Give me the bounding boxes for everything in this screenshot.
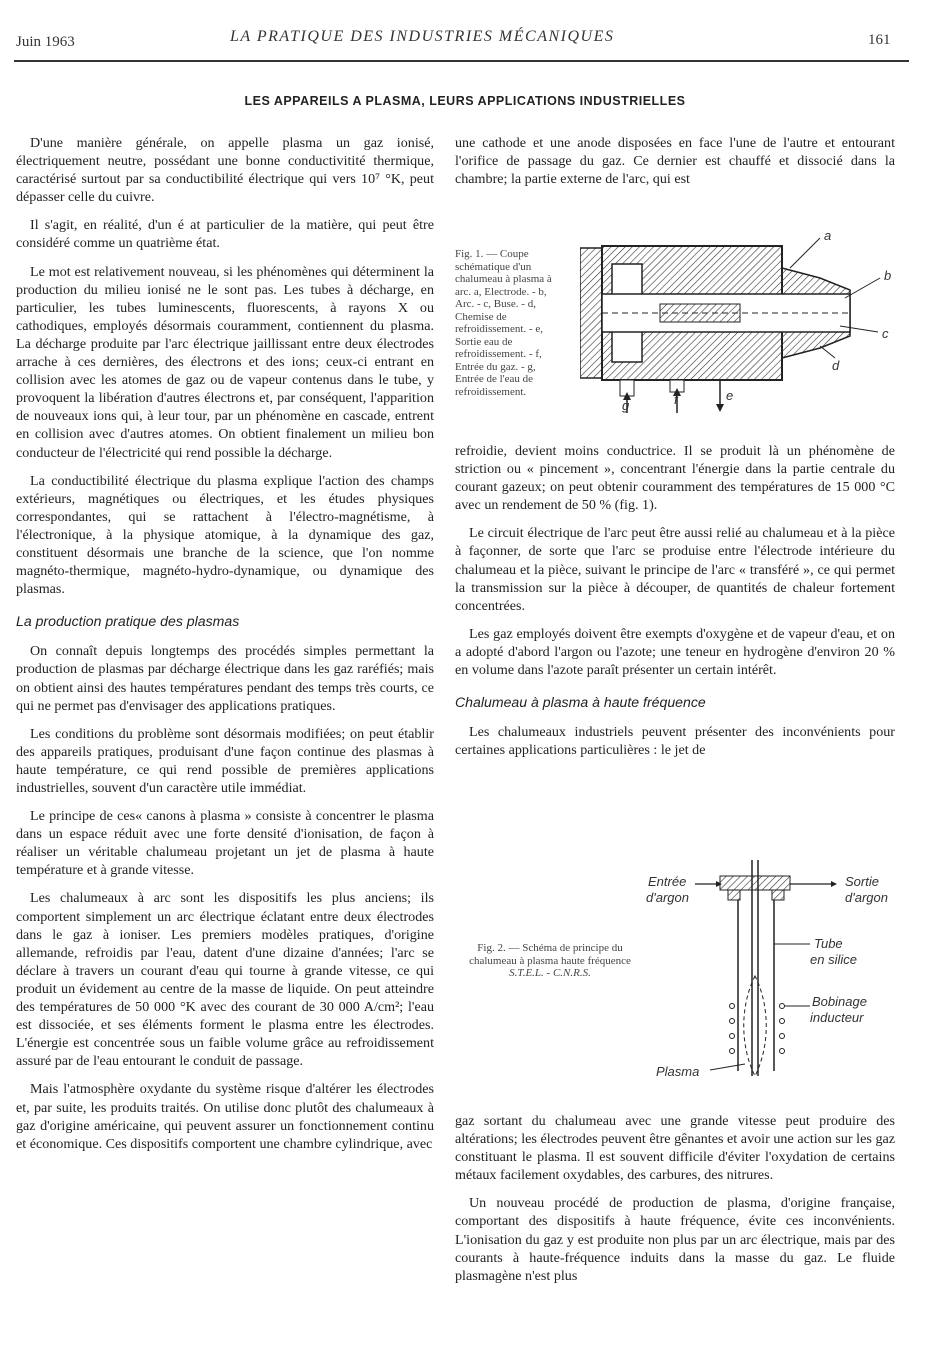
figure-1-torch-diagram bbox=[580, 228, 900, 418]
figure-2-caption-credit: S.T.E.L. - C.N.R.S. bbox=[509, 967, 591, 979]
paragraph: Les gaz employés doivent être exempts d'oxygène et de vapeur d'eau, et on a adopté d'abord l'argon ou l'azote; une teneur en hydrogène d'environ 20 % en volume dans l'azote paraît présenter un certain intérêt. bbox=[455, 625, 895, 679]
fig1-label-e: e bbox=[726, 388, 734, 403]
figure-2-caption-main: Fig. 2. — Schéma de principe du chalumeau à plasma haute fréquence bbox=[469, 942, 631, 967]
paragraph: Il s'agit, en réalité, d'un é at particulier de la matière, qui peut être considéré comme un quatrième état. bbox=[16, 217, 434, 252]
fig1-label-d: d bbox=[832, 358, 840, 373]
fig1-label-f: f bbox=[674, 392, 678, 407]
right-column-middle bbox=[455, 442, 895, 769]
paragraph: Le mot est relativement nouveau, si les phénomènes qui déterminent la production du milieu ionisé ne le sont pas. Les tubes à décharge, en particulier, les tubes luminescents, fluorescents, à rayons X ou cathodiques, employés désormais couramment, contiennent du plasma. La décharge produite par l'arc électrique jaillissant entre deux électrodes arrache à ces dernières, des électrons et des ions; ceux-ci entrant en collision avec les atomes de gaz ou de vapeur contenus dans le tube, y provoquent la libération d'autres électrons et, par conséquent, l'apparition de nouveaux ions qui, à leur tour, par un phénomène en cascade, entrent en collision avec d'autres atomes. On obtient finalement un milieu bon conducteur de l'électricité qui rend possible la décharge. bbox=[16, 263, 434, 461]
fig1-label-c: c bbox=[882, 326, 889, 341]
paragraph: Les conditions du problème sont désormais modifiées; on peut établir des appareils pratiques, produisant d'une façon continue des plasmas à haute température, ce qui rend possible de premières applications industrielles, souvent d'un caractère utile immédiat. bbox=[16, 725, 434, 796]
right-column-top bbox=[455, 134, 895, 198]
figure-2-hf-torch-diagram bbox=[640, 856, 905, 1086]
fig2-label-sortie: Sortie bbox=[845, 874, 879, 889]
figure-2-caption bbox=[455, 942, 645, 980]
fig2-label-plasma: Plasma bbox=[656, 1064, 700, 1079]
section-heading: Chalumeau à plasma à haute fréquence bbox=[455, 694, 706, 711]
fig1-label-b: b bbox=[884, 268, 892, 283]
fig2-label-silice: en silice bbox=[810, 952, 857, 967]
fig1-label-a: a bbox=[824, 228, 832, 243]
fig2-label-tube: Tube bbox=[814, 936, 843, 951]
fig2-label-inducteur: inducteur bbox=[810, 1010, 864, 1025]
section-heading: La production pratique des plasmas bbox=[16, 613, 240, 630]
fig2-label-argon-in: d'argon bbox=[646, 890, 689, 905]
paragraph: D'une manière générale, on appelle plasma un gaz ionisé, électriquement neutre, possédant une bonne conductivitité thermique, caractérisé surtout par sa conductibilité électrique qui vers 10⁷ °K, peut dépasser celle du cuivre. bbox=[16, 135, 434, 206]
fig1-label-g: g bbox=[622, 398, 630, 413]
header-rule bbox=[14, 60, 909, 62]
paragraph: Mais l'atmosphère oxydante du système risque d'altérer les électrodes et, par suite, les produits traités. On utilise donc plutôt des chalumeaux à gaz d'origine américaine, qui peuvent assurer un fonctionnement continu et économique. Ces dispositifs comportent une chambre cylindrique, avec bbox=[16, 1081, 434, 1152]
paragraph: Un nouveau procédé de production de plasma, d'origine française, comportant des dispositifs à haute fréquence, évite ces inconvénients. L'ionisation du gaz y est produite non plus par un arc électrique, mais par des courants à haute-fréquence induits dans la masse du gaz. Le fluide plasmagène n'est plus bbox=[455, 1195, 895, 1284]
journal-title: LA PRATIQUE DES INDUSTRIES MÉCANIQUES bbox=[230, 28, 615, 45]
right-column-bottom bbox=[455, 1112, 895, 1295]
paragraph: La conductibilité électrique du plasma explique l'action des champs extérieurs, magnétiques ou électriques, et les études physiques correspondantes, qui se rattachent à l'électro-magnétisme, à l'électronique, à la physique atomique, à la dynamique des gaz, constituent désormais une branche de la science, que l'on nomme magnéto-thermique, magnéto-hydro-dynamique, ou dynamique des plasmas. bbox=[16, 472, 434, 598]
paragraph: refroidie, devient moins conductrice. Il se produit là un phénomène de striction ou « pincement », concentrant l'énergie dans la partie centrale du courant gazeux; on peut obtenir couramment des températures de 15 000 °C avec un rendement de 50 % (fig. 1). bbox=[455, 443, 895, 514]
paragraph: On connaît depuis longtemps des procédés simples permettant la production de plasmas par décharge électrique dans les gaz raréfiés; mais on obtient ainsi des hautes températures pendant des temps très courts, ce qui ne permet pas d'envisager des applications pratiques. bbox=[16, 643, 434, 714]
page-number: 161 bbox=[868, 32, 891, 48]
paragraph: une cathode et une anode disposées en face l'une de l'autre et entourant l'orifice de passage du gaz. Ce dernier est chauffé et dissocié dans la chambre; la partie externe de l'arc, qui est bbox=[455, 135, 895, 188]
paragraph: gaz sortant du chalumeau avec une grande vitesse peut produire des altérations; les électrodes peuvent être gênantes et avoir une action sur les gaz constituant le plasma. Il est souvent difficile d'éviter l'oxydation de certains métaux facilement oxydables, des carbures, des nitrures. bbox=[455, 1113, 895, 1184]
fig2-label-entree: Entrée bbox=[648, 874, 687, 889]
header-date: Juin 1963 bbox=[16, 34, 75, 50]
figure-1-caption: Fig. 1. — Coupe schématique d'un chalumeau à plasma à arc. a, Electrode. - b, Arc. - c, Buse. - d, Chemise de refroidissement. - e, Sortie eau de refroidissement. - f, Entrée du gaz. - g, Entrée de l'eau de refroidissement. bbox=[455, 248, 552, 398]
article-title: LES APPAREILS A PLASMA, LEURS APPLICATIONS INDUSTRIELLES bbox=[244, 94, 686, 108]
paragraph: Les chalumeaux à arc sont les dispositifs les plus anciens; ils comportent simplement un arc électrique éclatant entre deux électrodes dans le gaz à ioniser. Les premiers modèles pratiques, d'origine allemande, refroidis par l'eau, datent d'une dizaine d'années; l'arc se déclare à travers un courant d'eau qui tourne à grande vitesse, ce qui produit un évidement au centre de la masse de liquide. On peut atteindre des températures de 50 000 °K avec des courant de 30 000 A/cm²; l'eau est dissociée, et ses éléments forment le plasma entre les électrodes. L'énergie est concentrée sous un faible volume grâce au refroidissement assuré par de l'eau entourant le conduit de passage. bbox=[16, 890, 434, 1070]
left-column bbox=[16, 134, 434, 1163]
paragraph: Les chalumeaux industriels peuvent présenter des inconvénients pour certaines applications particulières : le jet de bbox=[455, 724, 895, 759]
paragraph: Le principe de ces« canons à plasma » consiste à concentrer le plasma dans un espace réduit avec une forte densité d'ionisation, de façon à réaliser un véritable chalumeau projetant un jet de plasma à haute température et à grande vitesse. bbox=[16, 808, 434, 879]
fig2-label-bobinage: Bobinage bbox=[812, 994, 867, 1009]
fig2-label-argon-out: d'argon bbox=[845, 890, 888, 905]
paragraph: Le circuit électrique de l'arc peut être aussi relié au chalumeau et à la pièce à façonner, de sorte que l'arc se produise entre l'électrode intérieure du chalumeau et la pièce, suivant le principe de l'arc « transféré », ce qui permet la transmission sur la pièce à découper, de quantités de chaleur fortement concentrées. bbox=[455, 525, 895, 614]
